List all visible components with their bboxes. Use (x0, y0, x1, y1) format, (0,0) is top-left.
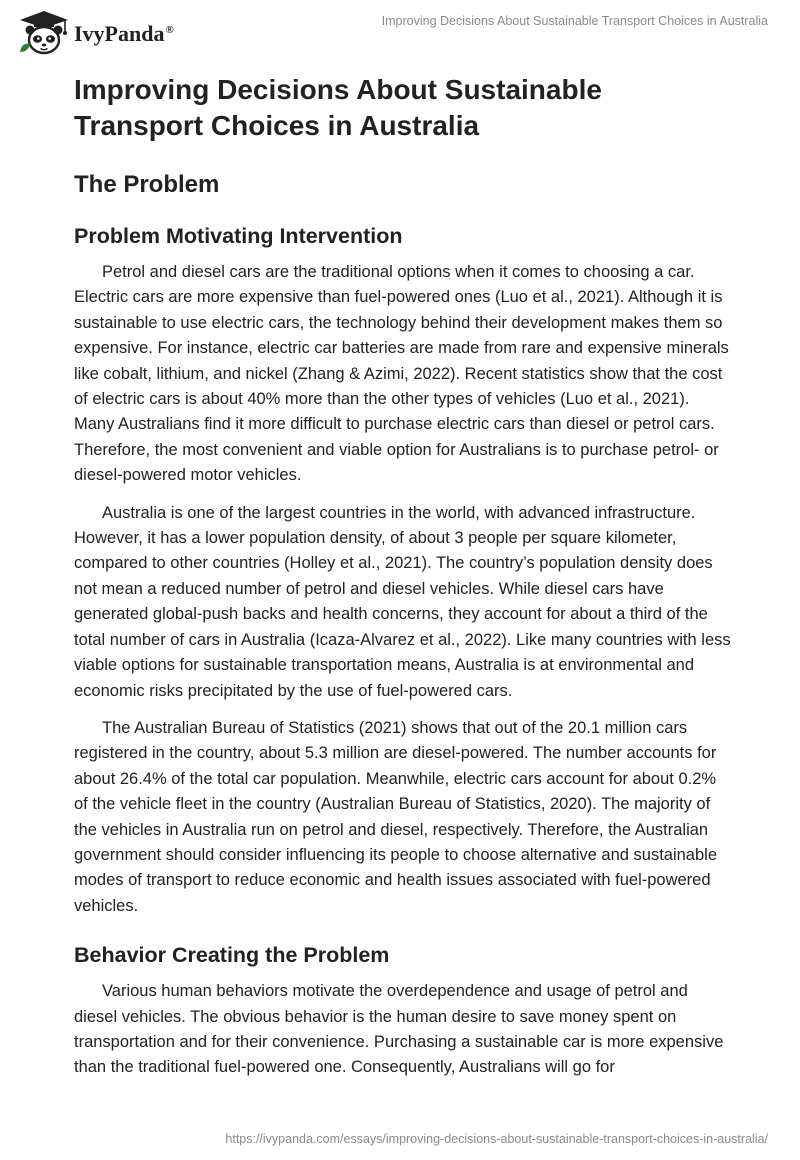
running-title: Improving Decisions About Sustainable Transport Choices in Australia (381, 14, 768, 28)
logo-wordmark: IvyPanda® (74, 21, 174, 46)
subsection-heading-motivating: Problem Motivating Intervention (74, 224, 403, 248)
paragraph: The Australian Bureau of Statistics (2021) shows that out of the 20.1 million cars registered in the country, about 5.3 million are diesel-powered. The number accounts for about 26.4% of the total car population. Meanwhile, electric cars account for about 0.2% of the vehicle fleet in the country (Australian Bureau of Statistics, 2020). The majority of the vehicles in Australia run on petrol and diesel, respectively. Therefore, the Australian government should consider influencing its people to choose alternative and sustainable modes of transport to reduce economic and health issues associated with fuel-powered vehicles. (74, 718, 718, 915)
article-title: Improving Decisions About Sustainable Transport Choices in Australia (74, 74, 602, 141)
footer-source-url[interactable]: https://ivypanda.com/essays/improving-decisions-about-sustainable-transport-choices-in-australia/ (225, 1132, 768, 1146)
article-body (74, 72, 734, 1081)
paragraph: Various human behaviors motivate the overdependence and usage of petrol and diesel vehicles. The obvious behavior is the human desire to save money spent on transportation and for their convenience. Purchasing a sustainable car is more expensive than the traditional fuel-powered one. Consequently, Australians will go for (74, 982, 724, 1077)
panda-graduate-icon (16, 8, 72, 56)
section-heading-problem: The Problem (74, 171, 220, 198)
paragraph: Australia is one of the largest countries in the world, with advanced infrastructure. However, it has a lower population density, of about 3 people per square kilometer, compared to other countries (Holley et al., 2021). The country’s population density does not mean a reduced number of petrol and diesel vehicles. While diesel cars have generated global-push backs and health concerns, they account for about a third of the total number of cars in Australia (Icaza-Alvarez et al., 2022). Like many countries with less viable options for sustainable transportation means, Australia is at environmental and economic risks precipitated by the use of fuel-powered cars. (74, 503, 731, 700)
paragraph: Petrol and diesel cars are the traditional options when it comes to choosing a car. Electric cars are more expensive than fuel-powered ones (Luo et al., 2021). Although it is sustainable to use electric cars, the technology behind their development makes them so expensive. For instance, electric car batteries are made from rare and expensive minerals like cobalt, lithium, and nickel (Zhang & Azimi, 2022). Recent statistics show that the cost of electric cars is about 40% more than the other types of vehicles (Luo et al., 2021). Many Australians find it more difficult to purchase electric cars than diesel or petrol cars. Therefore, the most convenient and viable option for Australians is to purchase petrol- or diesel-powered motor vehicles. (74, 263, 729, 485)
site-logo[interactable] (16, 8, 174, 56)
page-header (0, 0, 800, 60)
subsection-heading-behavior: Behavior Creating the Problem (74, 943, 390, 968)
